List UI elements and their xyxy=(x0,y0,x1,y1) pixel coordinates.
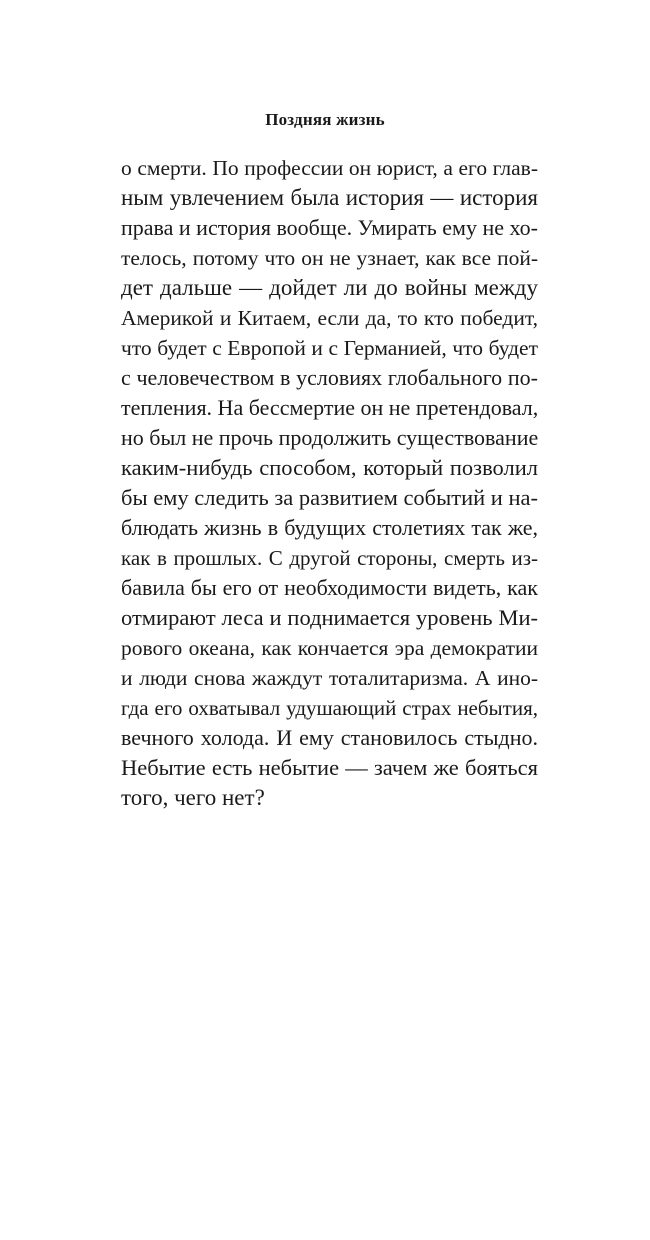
text-line: с человечеством в условиях глобального по- xyxy=(121,365,538,390)
text-line: вечного холода. И ему становилось стыдно. xyxy=(121,725,538,750)
text-line: как в прошлых. С другой стороны, смерть из- xyxy=(121,546,538,570)
text-line: рового океана, как кончается эра демократии xyxy=(121,636,538,660)
running-head: Поздняя жизнь xyxy=(265,110,385,129)
text-line: тепления. На бессмертие он не претендовал, xyxy=(121,395,539,420)
text-line: каким-нибудь способом, который позволил xyxy=(121,455,538,480)
text-line: бы ему следить за развитием событий и на- xyxy=(121,485,538,510)
text-line: но был не прочь продолжить существование xyxy=(121,425,539,450)
text-line: Небытие есть небытие — зачем же бояться xyxy=(121,755,538,780)
text-line: Америкой и Китаем, если да, то кто победит, xyxy=(121,306,538,330)
text-line: гда его охватывал удушающий страх небытия, xyxy=(121,696,538,720)
text-line: бавила бы его от необходимости видеть, как xyxy=(121,575,538,600)
text-line: о смерти. По профессии он юрист, а его глав- xyxy=(121,156,538,180)
body-text xyxy=(121,153,538,813)
text-line: ным увлечением была история — история xyxy=(121,185,538,210)
text-line: телось, потому что он не узнает, как все пой- xyxy=(121,246,538,270)
text-line: что будет с Европой и с Германией, что будет xyxy=(121,336,538,360)
text-line: отмирают леса и поднимается уровень Ми- xyxy=(121,605,538,630)
text-line: права и история вообще. Умирать ему не хо- xyxy=(121,215,538,240)
text-line: того, чего нет? xyxy=(121,785,265,810)
text-line: и люди снова жаждут тоталитаризма. А ино- xyxy=(121,666,538,690)
text-line: блюдать жизнь в будущих столетиях так же, xyxy=(121,515,538,540)
text-line: дет дальше — дойдет ли до войны между xyxy=(121,275,538,300)
